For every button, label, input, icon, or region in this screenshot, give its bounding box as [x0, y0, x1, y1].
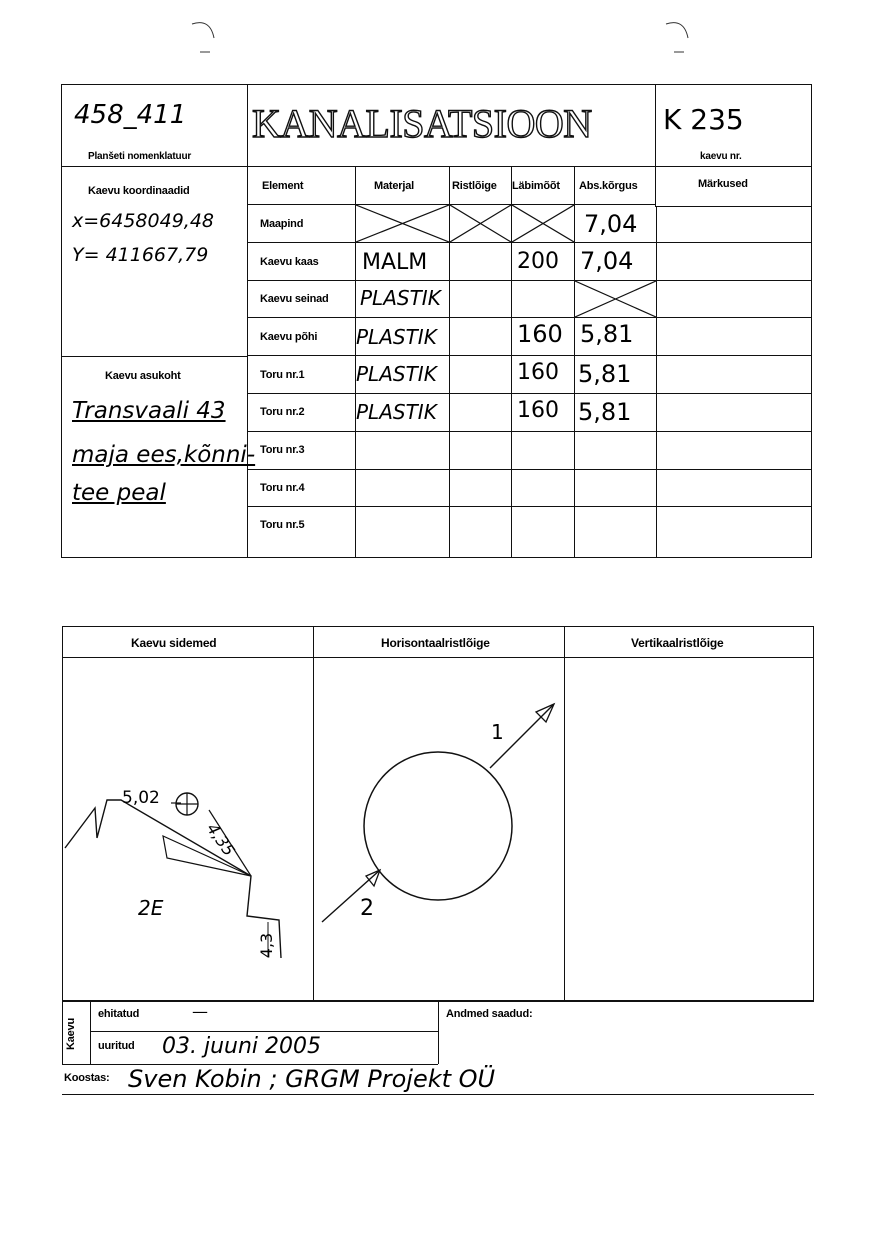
punch-hole-mark — [190, 18, 220, 58]
cell-material: MALM — [362, 250, 428, 275]
page-title: KANALISATSIOON — [252, 101, 592, 146]
table-row-label: Kaevu põhi — [260, 331, 318, 343]
not-applicable-cross — [575, 281, 656, 317]
col-header-notes: Märkused — [698, 178, 748, 190]
building-label: 2E — [138, 896, 164, 920]
surveyed-label: uuritud — [98, 1040, 135, 1052]
well-number-label: kaevu nr. — [700, 151, 742, 162]
table-row-label: Maapind — [260, 218, 304, 230]
not-applicable-cross — [512, 205, 574, 242]
cell-diameter: 160 — [517, 360, 559, 385]
cell-abs-height: 7,04 — [580, 247, 634, 275]
col-header-abs-height: Abs.kõrgus — [579, 180, 638, 192]
not-applicable-cross — [356, 205, 449, 242]
sheet-number: 458_411 — [74, 100, 187, 130]
surveyed-value: 03. juuni 2005 — [162, 1034, 322, 1059]
cell-abs-height: 5,81 — [578, 398, 632, 426]
cell-diameter: 160 — [517, 398, 559, 423]
location-line-1: Transvaali 43 — [72, 398, 226, 424]
col-header-cross-section: Ristlõige — [452, 180, 497, 192]
sketch-header-ties: Kaevu sidemed — [131, 636, 217, 650]
location-label: Kaevu asukoht — [105, 370, 181, 382]
horizontal-section-sketch — [314, 658, 564, 1000]
sketch-header-horizontal: Horisontaalristlõige — [381, 636, 490, 650]
table-row-label: Kaevu seinad — [260, 293, 329, 305]
opened-label: ehitatud — [98, 1008, 140, 1020]
table-row-label: Toru nr.5 — [260, 519, 305, 531]
cell-material: PLASTIK — [356, 362, 437, 386]
wall-distance-label: 4,3 — [257, 932, 277, 959]
table-row-label: Toru nr.3 — [260, 444, 305, 456]
cell-abs-height: 5,81 — [578, 360, 632, 388]
table-row-label: Toru nr.1 — [260, 369, 305, 381]
sketch-header-vertical: Vertikaalristlõige — [631, 636, 724, 650]
cell-material: PLASTIK — [356, 400, 437, 424]
author-value: Sven Kobin ; GRGM Projekt OÜ — [128, 1065, 496, 1093]
pipe-1-label: 1 — [491, 720, 504, 744]
coord-x: x=6458049,48 — [72, 210, 214, 232]
cell-diameter: 200 — [517, 249, 559, 274]
opened-value: — — [192, 1002, 208, 1021]
sheet-label: Planšeti nomenklatuur — [88, 151, 192, 162]
location-line-3: tee peal — [72, 480, 166, 506]
table-row-label: Toru nr.4 — [260, 482, 305, 494]
cell-material: PLASTIK — [360, 286, 441, 310]
cell-abs-height: 5,81 — [580, 320, 634, 348]
pipe-2-label: 2 — [360, 896, 374, 921]
table-row-label: Kaevu kaas — [260, 256, 319, 268]
author-label: Koostas: — [64, 1072, 110, 1084]
side-label: Kaevu — [65, 1017, 78, 1051]
well-number: K 235 — [663, 103, 744, 136]
table-row-label: Toru nr.2 — [260, 406, 305, 418]
cell-abs-height: 7,04 — [584, 210, 638, 238]
diagonal-distance-label: 4,35 — [202, 819, 239, 860]
not-applicable-cross — [450, 205, 511, 242]
location-line-2: maja ees,kõnni- — [72, 442, 256, 468]
col-header-material: Materjal — [374, 180, 414, 192]
coords-label: Kaevu koordinaadid — [88, 185, 190, 197]
cell-diameter: 160 — [517, 320, 563, 348]
cell-material: PLASTIK — [356, 325, 437, 349]
col-header-diameter: Läbimõõt — [512, 180, 560, 192]
data-received-label: Andmed saadud: — [446, 1008, 533, 1020]
punch-hole-mark — [664, 18, 694, 58]
tie-distance-label: 5,02 — [122, 788, 160, 808]
col-header-element: Element — [262, 180, 304, 192]
coord-y: Y= 411667,79 — [72, 244, 209, 266]
